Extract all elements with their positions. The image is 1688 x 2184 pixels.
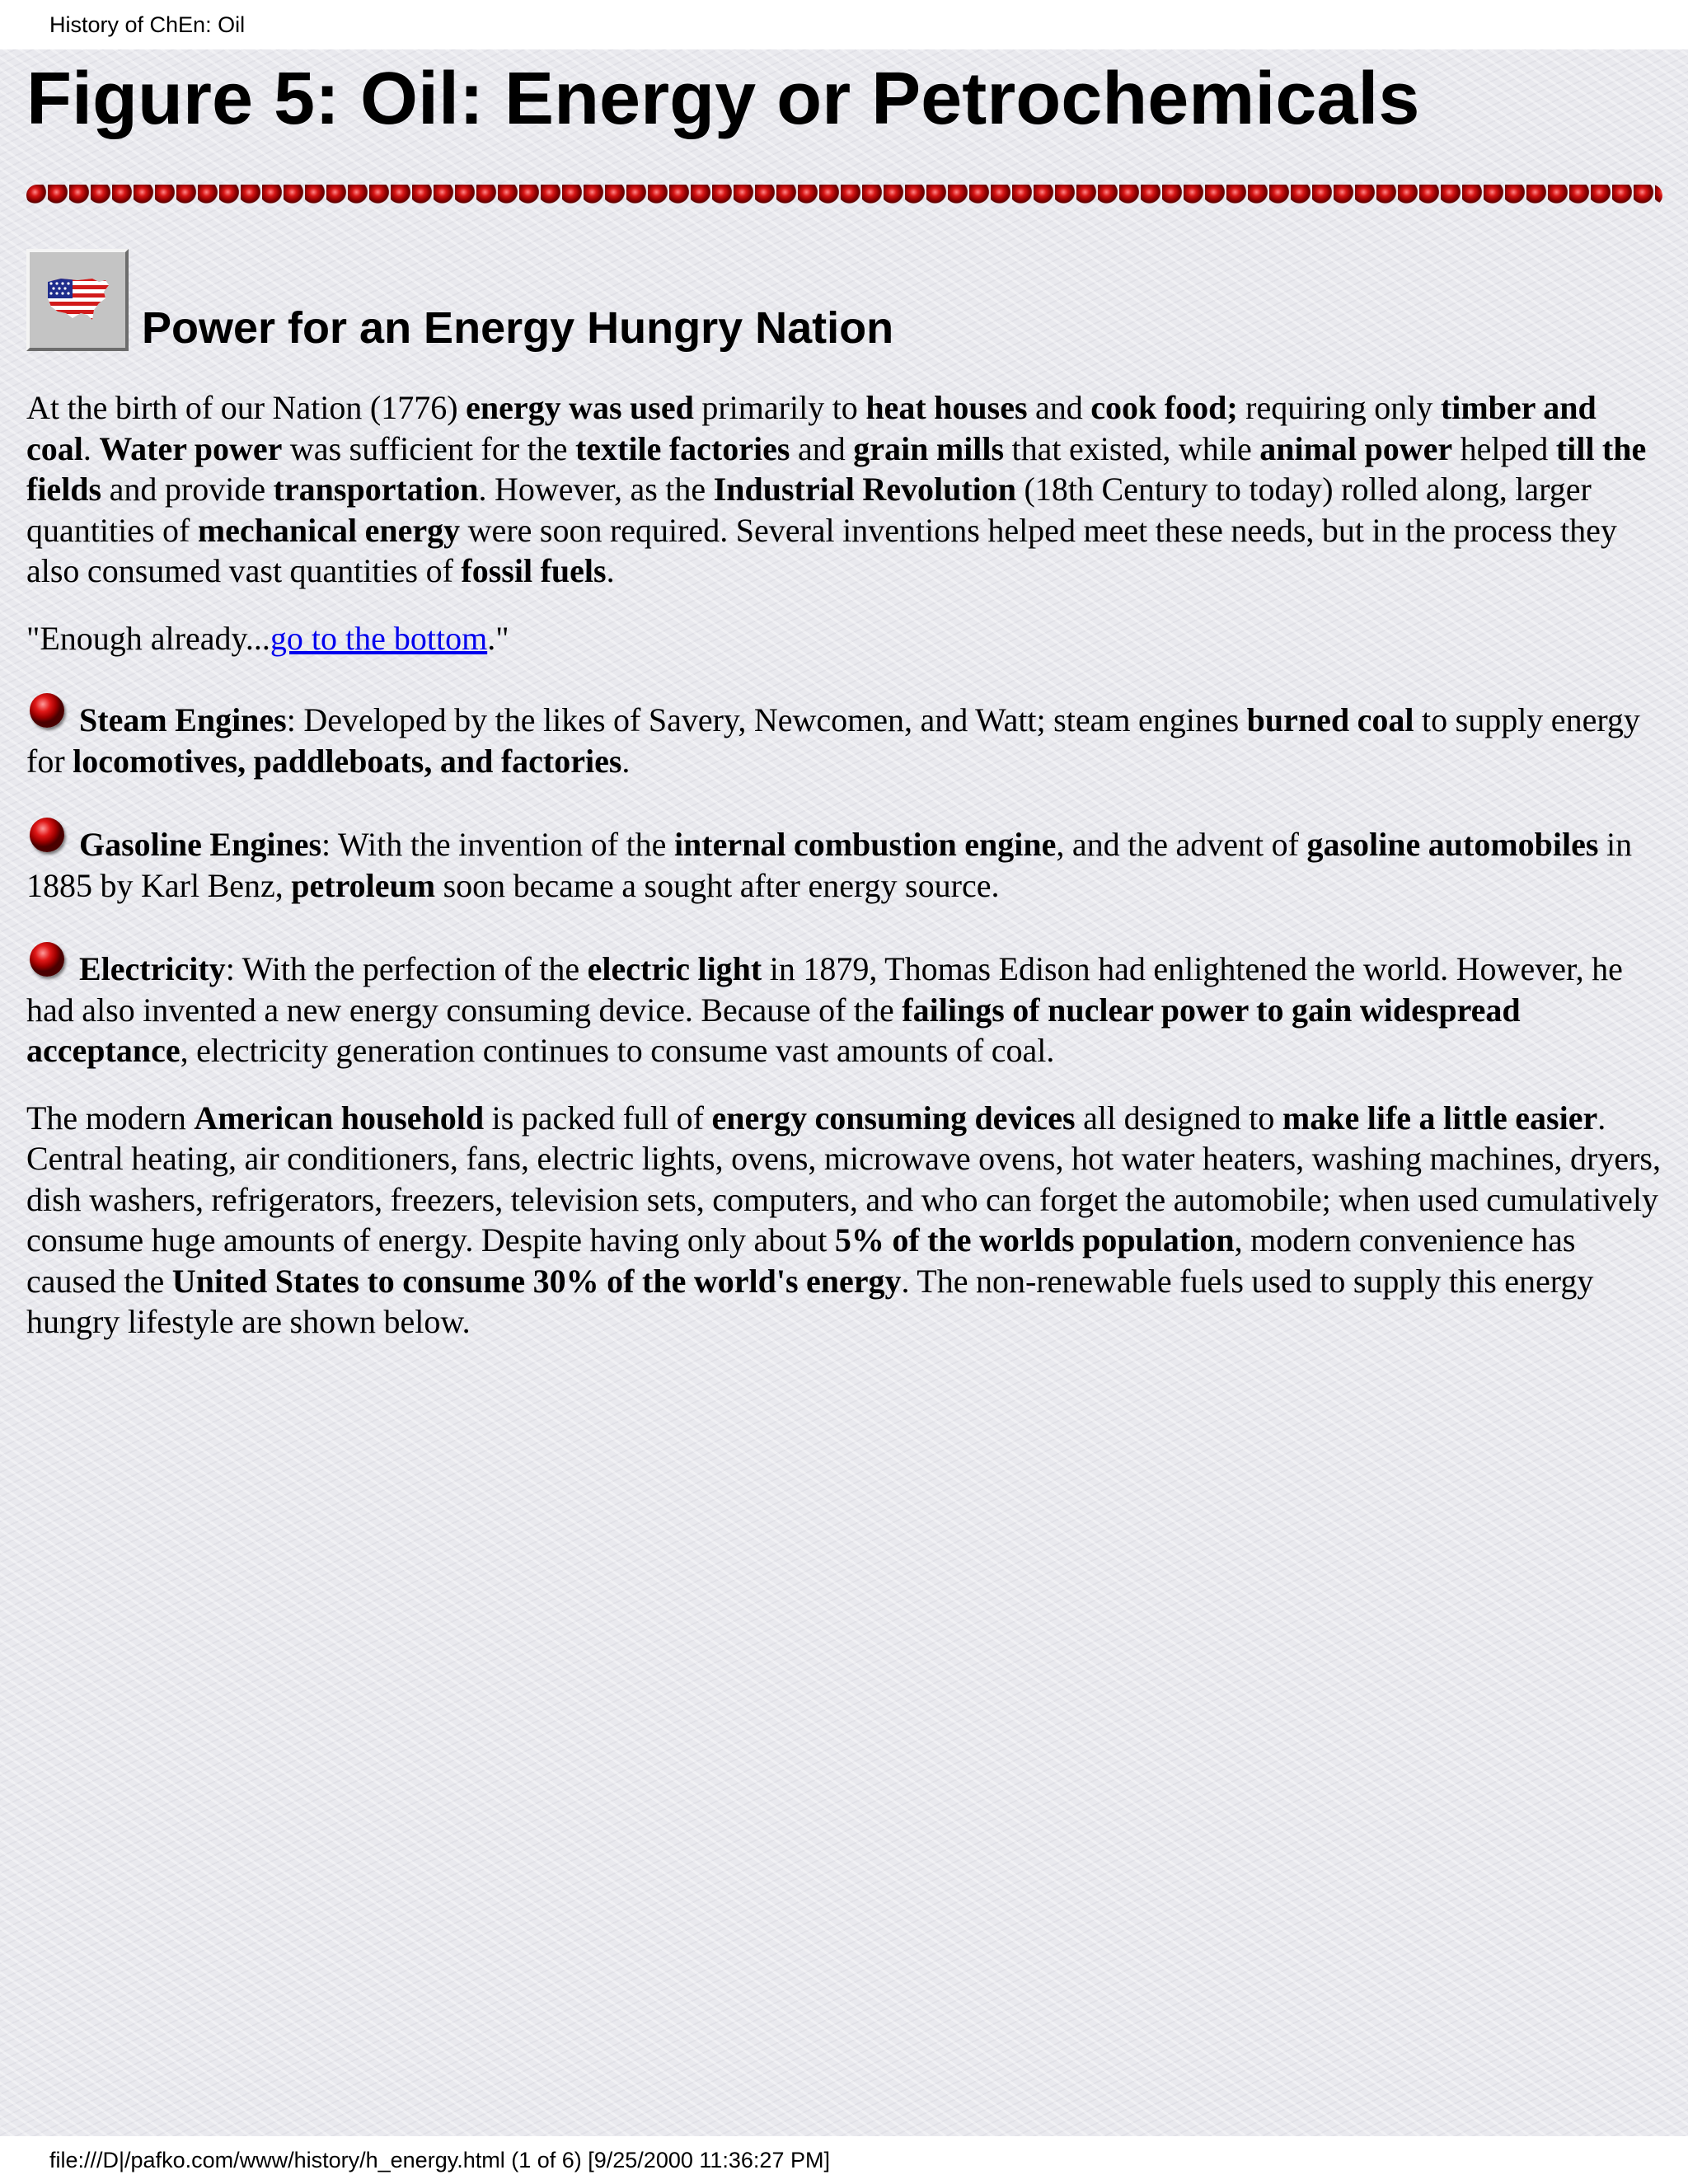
electricity-item: Electricity: With the perfection of the electric light in 1879, Thomas Edison had enlightened the world. However, he had also invented a new energy consuming device. Because of the failings of nuclear power to gain widespread acceptance, electricity generation continues to consume vast amounts of coal. [26, 942, 1662, 1071]
page-content [26, 49, 1662, 1343]
modern-household-paragraph: The modern American household is packed full of energy consuming devices all designed to make life a little easier. Central heating, air conditioners, fans, electric lights, ovens, microwave ovens, hot water heaters, washing machines, dryers, dish washers, refrigerators, freezers, television sets, computers, and who can forget the automobile; when used cumulatively consume huge amounts of energy. Despite having only about 5% of the worlds population, modern convenience has caused the United States to consume 30% of the world's energy. The non-renewable fuels used to supply this energy hungry lifestyle are shown below. [26, 1099, 1661, 1340]
red-ball-bullet-icon [30, 942, 64, 977]
gasoline-engines-item: Gasoline Engines: With the invention of the internal combustion engine, and the advent of gasoline automobiles in 1885 by Karl Benz, petroleum soon became a sought after energy source. [26, 818, 1662, 906]
print-header: History of ChEn: Oil [0, 0, 1688, 49]
intro-paragraph: At the birth of our Nation (1776) energy was used primarily to heat houses and cook food; requiring only timber and coal. Water power was sufficient for the textile factories and grain mills that existed, while animal power helped till the fields and provide transportation. However, as the Industrial Revolution (18th Century to today) rolled along, larger quantities of mechanical energy were soon required. Several inventions helped meet these needs, but in the process they also consumed vast quantities of fossil fuels. [26, 389, 1647, 589]
section-header [26, 249, 1662, 351]
print-footer: file:///D|/pafko.com/www/history/h_energy.html (1 of 6) [9/25/2000 11:36:27 PM] [0, 2136, 1688, 2184]
steam-engines-item: Steam Engines: Developed by the likes of Savery, Newcomen, and Watt; steam engines burned coal to supply energy for locomotives, paddleboats, and factories. [26, 693, 1662, 781]
page-title: Figure 5: Oil: Energy or Petrochemicals [26, 58, 1420, 140]
red-ball-bullet-icon [30, 693, 64, 728]
section-title: Power for an Energy Hungry Nation [142, 303, 894, 353]
enough-already-line: "Enough already...go to the bottom." [26, 619, 509, 657]
go-to-bottom-link[interactable]: go to the bottom [270, 619, 488, 657]
red-bead-divider [26, 185, 1662, 206]
red-ball-bullet-icon [30, 818, 64, 852]
us-map-flag-icon[interactable] [26, 249, 129, 351]
